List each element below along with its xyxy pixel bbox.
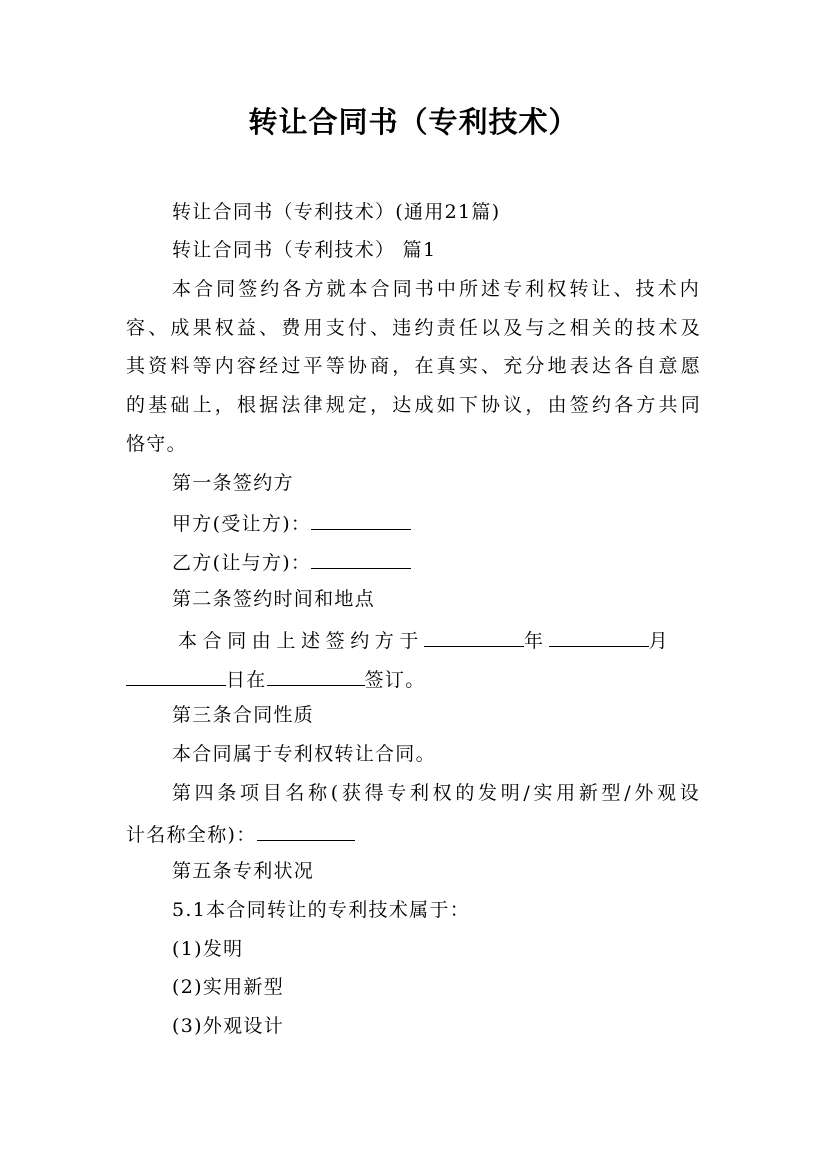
place-blank bbox=[267, 665, 365, 686]
signing-place-line bbox=[126, 665, 426, 692]
party-b-line bbox=[172, 548, 411, 575]
option-item: (3)外观设计 bbox=[172, 1015, 285, 1037]
section-heading: 转让合同书（专利技术） 篇1 bbox=[172, 239, 437, 261]
day-label: 日在 bbox=[226, 669, 267, 691]
paragraph-line: 本合同属于专利权转让合同。 bbox=[172, 743, 436, 765]
article-heading: 第五条专利状况 bbox=[172, 860, 315, 882]
option-item: (1)发明 bbox=[172, 938, 244, 960]
article-heading: 第一条签约方 bbox=[172, 472, 294, 494]
paragraph-line: 的基础上，根据法律规定，达成如下协议，由签约各方共同 bbox=[126, 394, 701, 416]
paragraph-line: 本合同签约各方就本合同书中所述专利权转让、技术内 bbox=[172, 278, 700, 300]
month-blank bbox=[549, 626, 649, 647]
subtitle-line: 转让合同书（专利技术）(通用21篇) bbox=[172, 201, 501, 223]
paragraph-line: 5.1本合同转让的专利技术属于： bbox=[172, 899, 471, 921]
article-heading: 第三条合同性质 bbox=[172, 704, 315, 726]
party-a-blank bbox=[311, 509, 411, 530]
article-heading: 第二条签约时间和地点 bbox=[172, 588, 376, 610]
project-name-blank bbox=[257, 820, 355, 841]
party-b-label: 乙方(让与方)： bbox=[172, 552, 312, 574]
signed-label: 签订。 bbox=[364, 669, 426, 691]
signing-text: 本合同由上述签约方于 bbox=[178, 630, 425, 652]
paragraph-line: 其资料等内容经过平等协商，在真实、充分地表达各自意愿 bbox=[126, 355, 701, 377]
year-label: 年 bbox=[524, 630, 549, 652]
paragraph-line: 容、成果权益、费用支付、违约责任以及与之相关的技术及 bbox=[126, 317, 701, 339]
day-blank bbox=[126, 665, 226, 686]
project-name-line bbox=[126, 820, 355, 847]
month-label: 月 bbox=[648, 630, 674, 652]
option-item: (2)实用新型 bbox=[172, 976, 285, 998]
party-a-line bbox=[172, 509, 411, 536]
year-blank bbox=[424, 626, 524, 647]
article-heading: 第四条项目名称(获得专利权的发明/实用新型/外观设 bbox=[172, 782, 700, 804]
project-name-label: 计名称全称)： bbox=[126, 824, 257, 846]
document-title: 转让合同书（专利技术） bbox=[248, 105, 579, 139]
party-a-label: 甲方(受让方)： bbox=[172, 513, 312, 535]
party-b-blank bbox=[311, 548, 411, 569]
paragraph-line: 恪守。 bbox=[126, 433, 187, 455]
signing-date-line bbox=[178, 626, 673, 653]
